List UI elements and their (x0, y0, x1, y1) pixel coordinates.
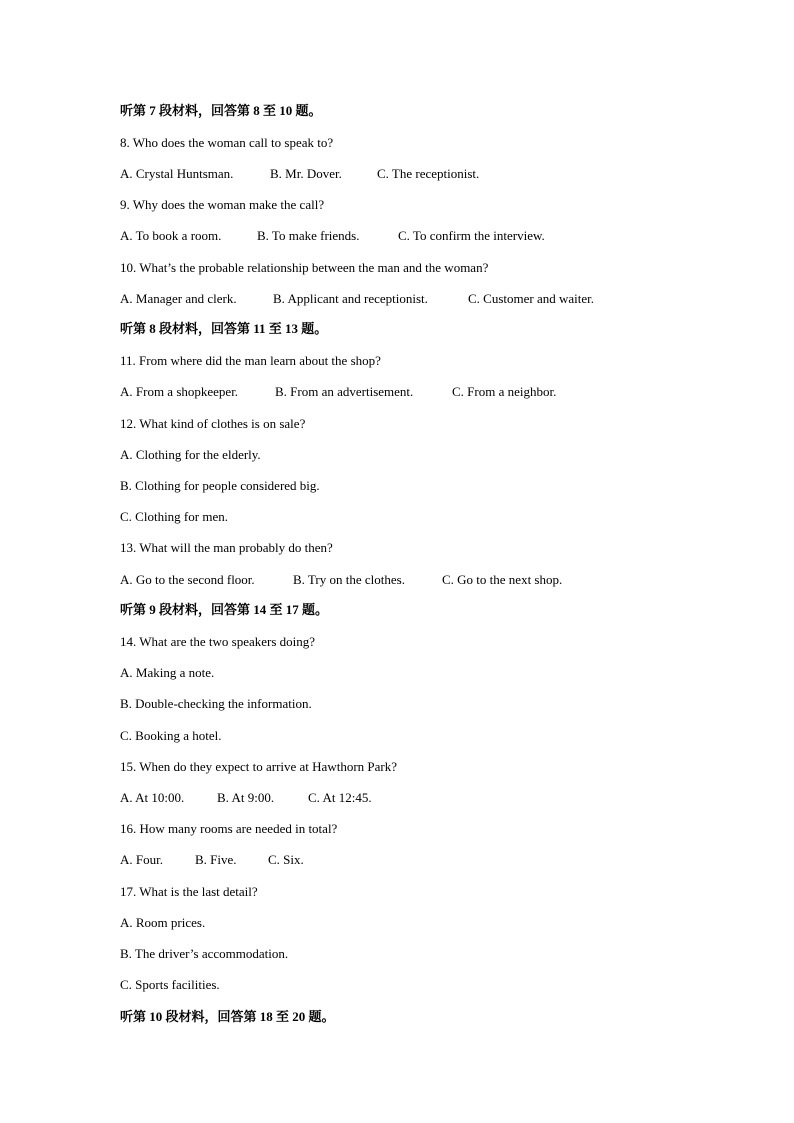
question-stem: 12. What kind of clothes is on sale? (120, 416, 306, 431)
question-stem: 11. From where did the man learn about the shop? (120, 353, 381, 368)
option-line: C. Clothing for men. (120, 509, 228, 524)
option-c: C. Customer and waiter. (468, 291, 595, 306)
option-b: B. To make friends. (257, 228, 360, 243)
option-line: B. The driver’s accommodation. (120, 946, 289, 961)
option-line: B. Double-checking the information. (120, 696, 312, 711)
option-c: C. Go to the next shop. (442, 572, 563, 587)
option-a: A. To book a room. (120, 228, 222, 243)
option-b: B. Applicant and receptionist. (273, 291, 428, 306)
question-stem: 16. How many rooms are needed in total? (120, 821, 338, 836)
option-c: C. From a neighbor. (452, 384, 557, 399)
option-line: A. Clothing for the elderly. (120, 447, 261, 462)
option-a: A. Four. (120, 852, 163, 867)
option-c: C. The receptionist. (377, 166, 480, 181)
option-b: B. At 9:00. (217, 790, 275, 805)
question-stem: 17. What is the last detail? (120, 884, 258, 899)
question-stem: 15. When do they expect to arrive at Hawthorn Park? (120, 759, 397, 774)
option-line: C. Sports facilities. (120, 977, 220, 992)
section-heading: 听第 10 段材料，回答第 18 至 20 题。 (120, 1009, 335, 1024)
option-b: B. Try on the clothes. (293, 572, 405, 587)
option-line: A. Making a note. (120, 665, 215, 680)
section-heading: 听第 8 段材料，回答第 11 至 13 题。 (120, 321, 328, 336)
question-stem: 8. Who does the woman call to speak to? (120, 135, 334, 150)
option-c: C. To confirm the interview. (398, 228, 545, 243)
option-a: A. Manager and clerk. (120, 291, 237, 306)
option-a: A. At 10:00. (120, 790, 185, 805)
question-stem: 9. Why does the woman make the call? (120, 197, 325, 212)
option-a: A. Go to the second floor. (120, 572, 255, 587)
section-heading: 听第 7 段材料，回答第 8 至 10 题。 (120, 103, 322, 118)
option-line: C. Booking a hotel. (120, 728, 222, 743)
option-a: A. From a shopkeeper. (120, 384, 239, 399)
option-b: B. Mr. Dover. (270, 166, 342, 181)
option-b: B. From an advertisement. (275, 384, 414, 399)
section-heading: 听第 9 段材料，回答第 14 至 17 题。 (120, 602, 329, 617)
option-c: C. Six. (268, 852, 304, 867)
question-stem: 10. What’s the probable relationship between the man and the woman? (120, 260, 489, 275)
question-stem: 14. What are the two speakers doing? (120, 634, 316, 649)
question-stem: 13. What will the man probably do then? (120, 540, 333, 555)
option-line: B. Clothing for people considered big. (120, 478, 320, 493)
option-line: A. Room prices. (120, 915, 206, 930)
option-c: C. At 12:45. (308, 790, 372, 805)
option-a: A. Crystal Huntsman. (120, 166, 234, 181)
option-b: B. Five. (195, 852, 237, 867)
